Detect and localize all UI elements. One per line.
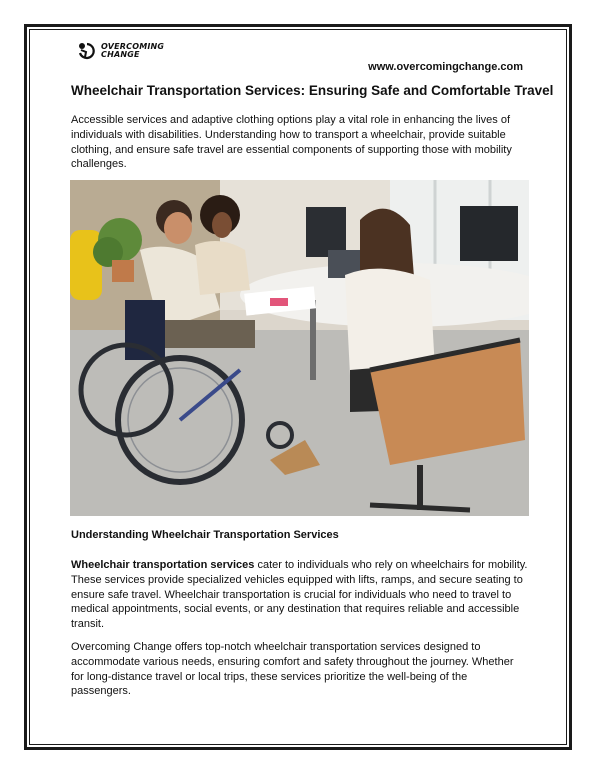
- overcoming-change-logo: [77, 41, 164, 61]
- logo-line-2: CHANGE: [101, 50, 140, 59]
- overcoming-change-paragraph: Overcoming Change offers top-notch wheelchair transportation services designed to accommodate various needs, ensuring comfort and safety throughout the journey. Whether for long-distance travel or local trips, these services prioritize the well-being of the passengers.: [71, 641, 514, 698]
- logo-line-1: OVERCOMING: [101, 42, 165, 51]
- transport-paragraph: [71, 558, 529, 632]
- wheelchair-meeting-photo: [70, 180, 529, 516]
- page-title: Wheelchair Transportation Services: Ensuring Safe and Comfortable Travel: [71, 83, 554, 98]
- logo-person-icon: [77, 41, 97, 61]
- website-url[interactable]: www.overcomingchange.com: [368, 61, 523, 73]
- intro-paragraph: Accessible services and adaptive clothing options play a vital role in enhancing the lives of individuals with disabilities. Understanding how to transport a wheelchair, provide suitable clothing, and ensure safe travel are essential components of supporting those with mobility challenges.: [71, 114, 512, 171]
- transport-bold-link[interactable]: Wheelchair transportation services: [71, 559, 255, 571]
- section-heading: Understanding Wheelchair Transportation Services: [71, 529, 339, 541]
- transport-paragraph-text: cater to individuals who rely on wheelchairs for mobility. These services provide specialized vehicles equipped with lifts, ramps, and secure seating to ensure safe travel. Wheelchair transportation is crucial for individuals who need to travel to medical appointments, social events, or any destination that requires reliable and accessible transit.: [71, 559, 528, 631]
